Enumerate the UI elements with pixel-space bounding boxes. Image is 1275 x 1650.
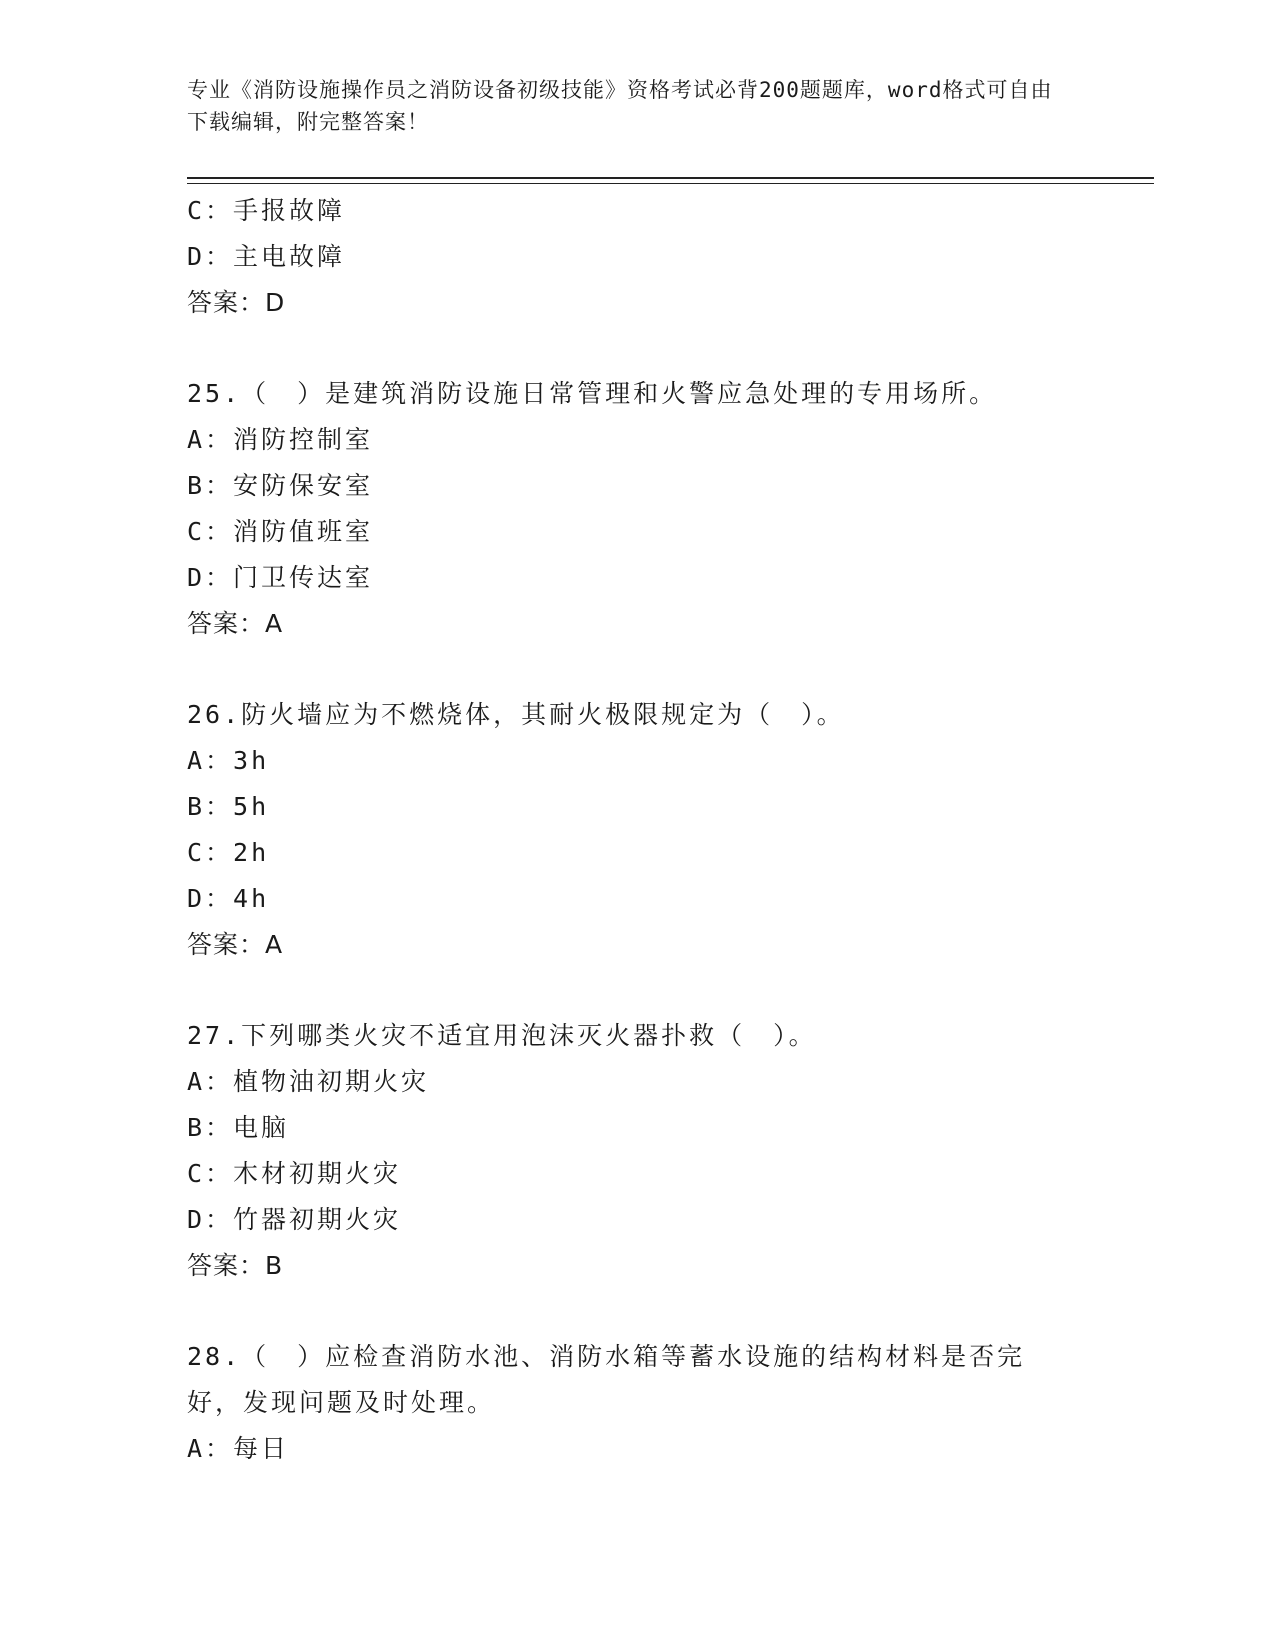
option-c: C：手报故障 (187, 196, 346, 225)
question-stem-27: 27.下列哪类火灾不适宜用泡沫灭火器扑救（ ）。 (187, 1021, 817, 1050)
question-stem-26: 26.防火墙应为不燃烧体，其耐火极限规定为（ ）。 (187, 700, 845, 729)
option-c: C：2h (187, 838, 270, 867)
option-d: D：4h (187, 884, 270, 913)
option-a: A：每日 (187, 1434, 290, 1463)
answer-line: 答案：B (187, 1251, 284, 1280)
answer-line: 答案：A (187, 609, 284, 638)
option-b: B：5h (187, 792, 270, 821)
option-d: D：主电故障 (187, 242, 346, 271)
option-a: A：3h (187, 746, 270, 775)
option-d: D：竹器初期火灾 (187, 1205, 402, 1234)
option-b: B：电脑 (187, 1113, 290, 1142)
question-list (187, 188, 1087, 1472)
answer-line: 答案：A (187, 930, 284, 959)
header-rule-thick (187, 177, 1154, 179)
option-c: C：消防值班室 (187, 517, 374, 546)
option-d: D：门卫传达室 (187, 563, 374, 592)
option-a: A：消防控制室 (187, 425, 374, 454)
option-a: A：植物油初期火灾 (187, 1067, 430, 1096)
option-c: C：木材初期火灾 (187, 1159, 402, 1188)
answer-line: 答案：D (187, 288, 286, 317)
document-header: 专业《消防设施操作员之消防设备初级技能》资格考试必背200题题库，word格式可自由下载编辑，附完整答案！ (187, 78, 1053, 134)
header-rule-thin (187, 183, 1154, 184)
question-stem-25: 25.（ ）是建筑消防设施日常管理和火警应急处理的专用场所。 (187, 379, 998, 408)
option-b: B：安防保安室 (187, 471, 374, 500)
question-stem-28: 28.（ ）应检查消防水池、消防水箱等蓄水设施的结构材料是否完好，发现问题及时处理。 (187, 1342, 1026, 1417)
